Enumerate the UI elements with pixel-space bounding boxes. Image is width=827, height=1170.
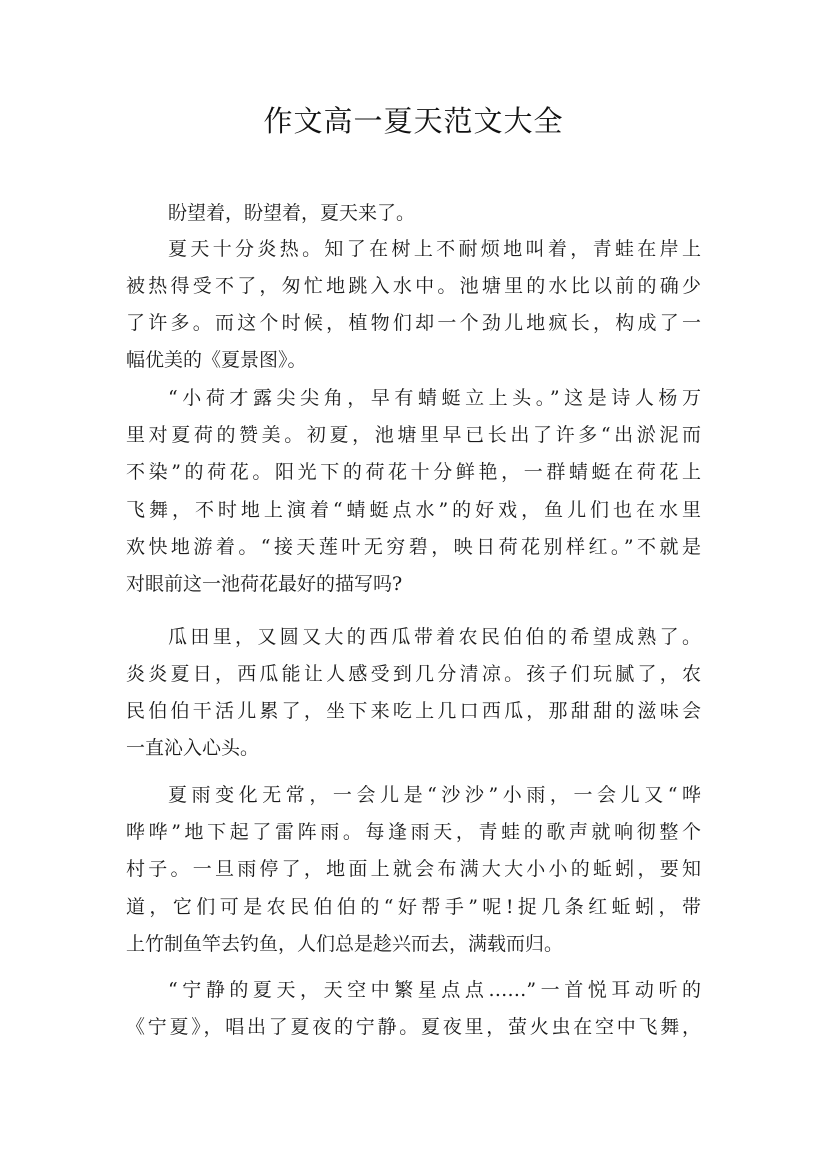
text-line: 村子。一旦雨停了，地面上就会布满大大小小的蚯蚓，要知 [126,858,701,880]
text-line: 被热得受不了，匆忙地跳入水中。池塘里的水比以前的确少 [126,275,701,297]
text-line: 不染”的荷花。阳光下的荷花十分鲜艳，一群蜻蜓在荷花上 [126,461,701,483]
text-line: “小荷才露尖尖角，早有蜻蜓立上头。”这是诗人杨万 [168,387,701,409]
text-line: “宁静的夏天，天空中繁星点点……”一首悦耳动听的 [168,979,701,1001]
text-line: 民伯伯干活儿累了，坐下来吃上几口西瓜，那甜甜的滋味会 [126,700,701,722]
text-line: 欢快地游着。“接天莲叶无穷碧，映日荷花别样红。”不就是 [126,536,701,558]
text-line: 哗哗”地下起了雷阵雨。每逢雨天，青蛙的歌声就响彻整个 [126,821,701,843]
text-line: 了许多。而这个时候，植物们却一个劲儿地疯长，构成了一 [126,312,701,334]
document-title: 作文高一夏天范文大全 [263,104,564,138]
text-line: 炎炎夏日，西瓜能让人感受到几分清凉。孩子们玩腻了，农 [126,663,701,685]
text-line: 夏雨变化无常，一会儿是“沙沙”小雨，一会儿又“哗 [168,784,701,806]
text-line: 一直沁入心头。 [126,737,260,759]
text-line: 夏天十分炎热。知了在树上不耐烦地叫着，青蛙在岸上 [168,238,701,260]
text-line: 里对夏荷的赞美。初夏，池塘里早已长出了许多“出淤泥而 [126,424,701,446]
text-line: 瓜田里，又圆又大的西瓜带着农民伯伯的希望成熟了。 [168,626,701,648]
text-line: 对眼前这一池荷花最好的描写吗? [126,573,403,595]
text-line: 《宁夏》，唱出了夏夜的宁静。夏夜里，萤火虫在空中飞舞， [126,1016,701,1038]
text-line: 幅优美的《夏景图》。 [126,349,307,371]
text-line: 盼望着，盼望着，夏天来了。 [168,202,416,224]
text-line: 上竹制鱼竿去钓鱼，人们总是趁兴而去，满载而归。 [126,933,564,955]
text-line: 飞舞，不时地上演着“蜻蜓点水”的好戏，鱼儿们也在水里 [126,499,701,521]
text-line: 道，它们可是农民伯伯的“好帮手”呢!捉几条红蚯蚓，带 [126,896,701,918]
